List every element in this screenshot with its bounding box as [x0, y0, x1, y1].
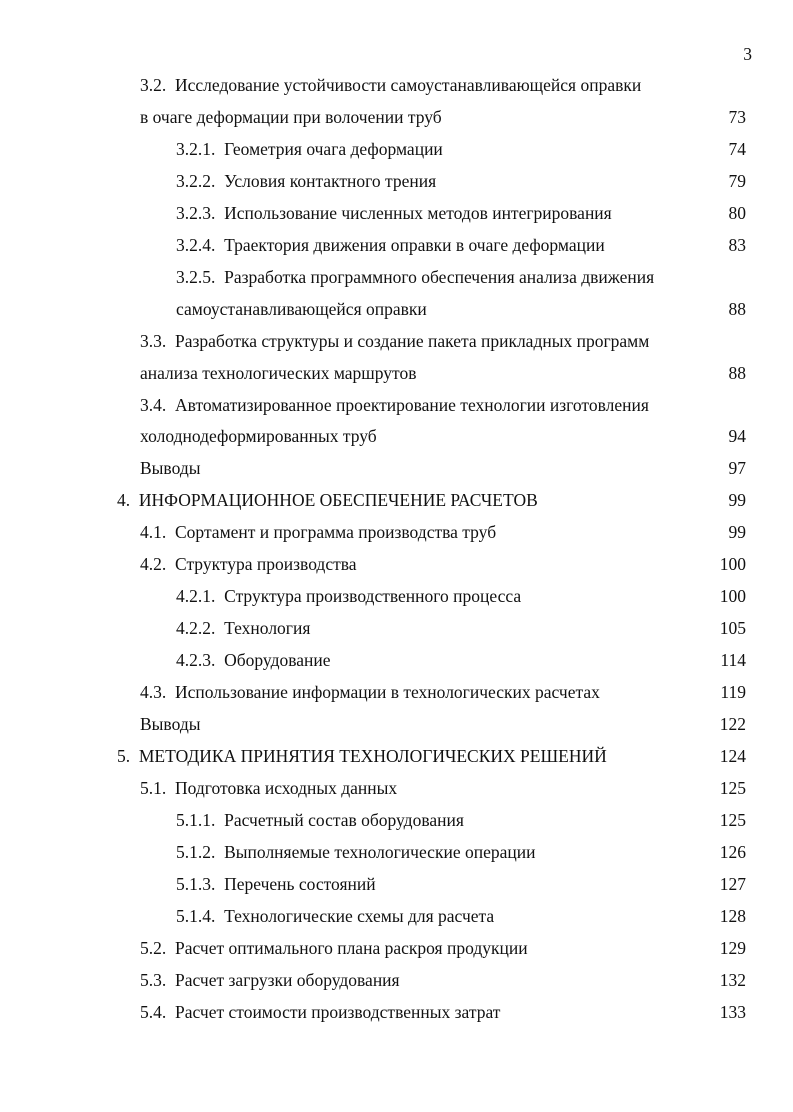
toc-entry-page: 129: [719, 937, 746, 958]
toc-entry-page: 132: [719, 969, 746, 990]
toc-entry: [0, 296, 793, 322]
toc-entry: [0, 583, 793, 609]
toc-entry-title: 4.3. Использование информации в технологических расчетах: [140, 682, 600, 703]
toc-entry-title: 5.4. Расчет стоимости производственных затрат: [140, 1001, 501, 1022]
toc-entry-title: самоустанавливающейся оправки: [176, 298, 427, 319]
toc-entry: [0, 615, 793, 641]
toc-entry: [0, 519, 793, 545]
toc-entry: [0, 903, 793, 929]
toc-entry-title: 5.1.2. Выполняемые технологические операции: [176, 841, 536, 862]
toc-entry-title: 3.2.4. Траектория движения оправки в очаге деформации: [176, 234, 605, 255]
toc-entry-title: 5.3. Расчет загрузки оборудования: [140, 969, 400, 990]
toc-entry-page: 88: [728, 298, 746, 319]
toc-entry-page: 97: [728, 458, 746, 479]
toc-entry: [0, 72, 793, 98]
toc-entry: [0, 136, 793, 162]
toc-entry-title: 3.2.3. Использование численных методов интегрирования: [176, 202, 612, 223]
toc-entry-title: Выводы: [140, 714, 201, 734]
toc-entry-page: 127: [719, 873, 746, 894]
toc-entry-page: 79: [728, 170, 746, 191]
toc-entry-page: 100: [719, 554, 746, 575]
toc-entry-title: 3.4. Автоматизированное проектирование технологии изготовления: [140, 394, 649, 415]
toc-entry: [0, 328, 793, 354]
toc-entry-page: 73: [728, 106, 746, 127]
toc-entry: [0, 871, 793, 897]
toc-entry-page: 88: [728, 362, 746, 383]
toc-entry-title: 3.2. Исследование устойчивости самоустанавливающейся оправки: [140, 75, 642, 95]
toc-entry-title: 5.1.4. Технологические схемы для расчета: [176, 905, 495, 926]
toc-entry-title: 3.3. Разработка структуры и создание пакета прикладных программ: [140, 330, 650, 351]
page-number: 3: [743, 44, 752, 64]
toc-entry-page: 99: [728, 490, 746, 511]
toc-entry-page: 133: [719, 1001, 746, 1022]
toc-entry-page: 126: [719, 841, 746, 862]
toc-entry: [0, 551, 793, 577]
toc-entry: [0, 200, 793, 226]
toc-entry: [0, 839, 793, 865]
toc-entry: [0, 392, 793, 418]
toc-entry: [0, 487, 793, 513]
toc-entry-page: 80: [728, 202, 746, 223]
toc-entry-page: 99: [728, 522, 746, 543]
toc-entry-title: 4. ИНФОРМАЦИОННОЕ ОБЕСПЕЧЕНИЕ РАСЧЕТОВ: [117, 490, 538, 511]
toc-entry: [0, 232, 793, 258]
toc-entry-page: 114: [720, 650, 746, 671]
toc-entry-page: 125: [719, 809, 746, 830]
toc-entry: [0, 999, 793, 1025]
toc-entry-title: 4.2.2. Технология: [176, 618, 311, 639]
toc-entry-page: 74: [728, 138, 746, 159]
toc-entry: [0, 104, 793, 130]
toc-entry: [0, 423, 793, 449]
toc-entry: [0, 807, 793, 833]
toc-entry: [0, 360, 793, 386]
toc-entry-page: 125: [719, 777, 746, 798]
toc-entry-title: 5.1. Подготовка исходных данных: [140, 777, 398, 798]
toc-entry: [0, 711, 793, 737]
toc-entry-page: 83: [728, 234, 746, 255]
toc-entry: [0, 168, 793, 194]
toc-entry-title: 3.2.1. Геометрия очага деформации: [176, 138, 443, 159]
toc-entry: [0, 647, 793, 673]
toc-entry-page: 105: [719, 618, 746, 639]
toc-entry-title: 5.1.1. Расчетный состав оборудования: [176, 809, 464, 830]
toc-entry: [0, 679, 793, 705]
toc-entry: [0, 775, 793, 801]
toc-entry-page: 94: [728, 426, 746, 447]
toc-entry-page: 122: [719, 714, 746, 734]
toc-entry-page: 119: [720, 682, 746, 703]
toc-entry-title: 4.1. Сортамент и программа производства труб: [140, 522, 497, 543]
toc-entry-page: 124: [719, 745, 746, 766]
toc-entry: [0, 967, 793, 993]
toc-entry-page: 100: [719, 586, 746, 607]
toc-entry-title: холоднодеформированных труб: [140, 426, 377, 447]
toc-entry-title: 5.2. Расчет оптимального плана раскроя продукции: [140, 937, 528, 958]
toc-entry-title: 3.2.5. Разработка программного обеспечения анализа движения: [176, 266, 655, 287]
toc-entry-title: анализа технологических маршрутов: [140, 362, 417, 383]
toc-entry-title: 5. МЕТОДИКА ПРИНЯТИЯ ТЕХНОЛОГИЧЕСКИХ РЕШЕНИЙ: [117, 745, 607, 766]
toc-entry: [0, 455, 793, 481]
toc-entry-title: Выводы: [140, 458, 201, 479]
toc-entry: [0, 264, 793, 290]
toc-entry-title: 4.2.3. Оборудование: [176, 650, 331, 671]
toc-entry-title: 3.2.2. Условия контактного трения: [176, 170, 437, 191]
toc-entry-page: 128: [719, 905, 746, 926]
toc-entry: [0, 743, 793, 769]
toc-entry: [0, 935, 793, 961]
toc-entry-title: в очаге деформации при волочении труб: [140, 106, 442, 127]
toc-entry-title: 4.2. Структура производства: [140, 554, 357, 575]
toc-entry-title: 5.1.3. Перечень состояний: [176, 873, 376, 894]
toc-entry-title: 4.2.1. Структура производственного процесса: [176, 586, 522, 607]
